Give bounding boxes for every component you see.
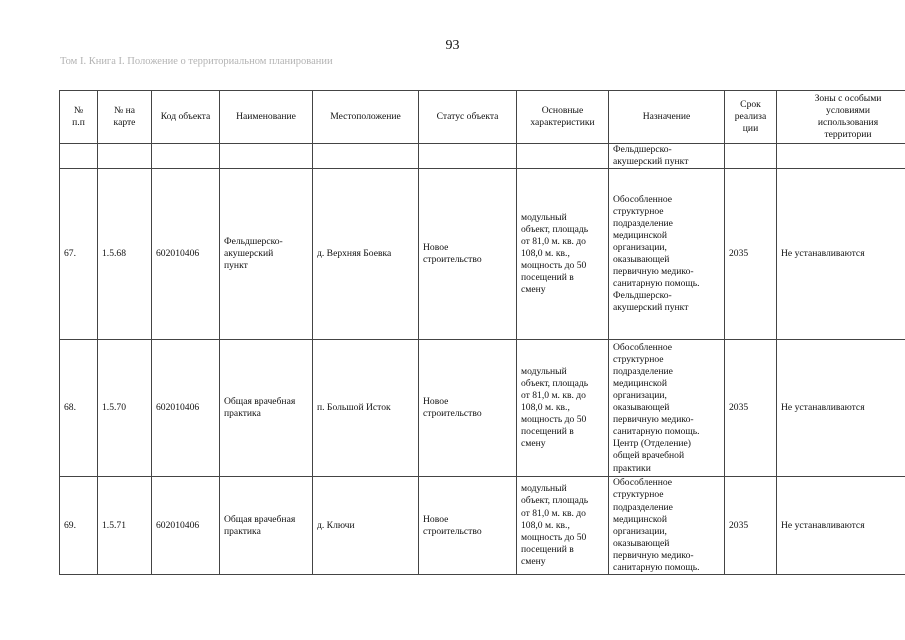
cell-name: Общая врачебная практика <box>220 340 313 477</box>
cell-term: 2035 <box>725 477 777 575</box>
cell-term: 2035 <box>725 340 777 477</box>
cell-code: 602010406 <box>152 340 220 477</box>
header-purpose: Назначение <box>609 91 725 144</box>
objects-table <box>59 90 905 575</box>
cell-map-num: 1.5.71 <box>98 477 152 575</box>
cell-location: п. Большой Исток <box>313 340 419 477</box>
cell-status: Новое строительство <box>419 477 517 575</box>
header-num: № п.п <box>60 91 98 144</box>
cell-num: 69. <box>60 477 98 575</box>
table-row <box>60 169 905 340</box>
cell-characteristics: модульный объект, площадь от 81,0 м. кв. до 108,0 м. кв., мощность до 50 посещений в смену <box>517 477 609 575</box>
cell-purpose: Обособленное структурное подразделение медицинской организации, оказывающей первичную медико- санитарную помощь. <box>609 477 725 575</box>
cell-characteristics: модульный объект, площадь от 81,0 м. кв. до 108,0 м. кв., мощность до 50 посещений в смену <box>517 340 609 477</box>
cell-status: Новое строительство <box>419 340 517 477</box>
cell-num: 67. <box>60 169 98 340</box>
header-code: Код объекта <box>152 91 220 144</box>
page-number: 93 <box>445 38 460 53</box>
cell-num: 68. <box>60 340 98 477</box>
cell-term: 2035 <box>725 169 777 340</box>
running-header: Том I. Книга I. Положение о территориальном планировании <box>60 56 333 67</box>
cell-purpose: Обособленное структурное подразделение медицинской организации, оказывающей первичную медико- санитарную помощь. Фельдшерско- акушерский пункт <box>609 169 725 340</box>
cell-code: 602010406 <box>152 169 220 340</box>
cell-location: д. Ключи <box>313 477 419 575</box>
header-term: Срок реализа ции <box>725 91 777 144</box>
cell-zones: Не устанавливаются <box>777 340 905 477</box>
cell-status: Новое строительство <box>419 169 517 340</box>
cell-purpose: Обособленное структурное подразделение медицинской организации, оказывающей первичную медико- санитарную помощь. Центр (Отделение) общей врачебной практики <box>609 340 725 477</box>
table-row <box>60 477 905 575</box>
cell-location: д. Верхняя Боевка <box>313 169 419 340</box>
header-location: Местоположение <box>313 91 419 144</box>
header-status: Статус объекта <box>419 91 517 144</box>
cell-zones: Не устанавливаются <box>777 169 905 340</box>
cell-characteristics: модульный объект, площадь от 81,0 м. кв. до 108,0 м. кв., мощность до 50 посещений в смену <box>517 169 609 340</box>
cell-map-num: 1.5.68 <box>98 169 152 340</box>
cell-name: Фельдшерско- акушерский пункт <box>220 169 313 340</box>
table-row-continuation <box>60 144 905 169</box>
cell-map-num: 1.5.70 <box>98 340 152 477</box>
cell-name: Общая врачебная практика <box>220 477 313 575</box>
table-header-row <box>60 91 905 144</box>
cell-code: 602010406 <box>152 477 220 575</box>
cell-purpose: Фельдшерско- акушерский пункт <box>609 144 725 169</box>
cell-zones: Не устанавливаются <box>777 477 905 575</box>
header-zones: Зоны с особыми условиями использования территории <box>777 91 905 144</box>
table-row <box>60 340 905 477</box>
header-map-num: № на карте <box>98 91 152 144</box>
header-characteristics: Основные характеристики <box>517 91 609 144</box>
header-name: Наименование <box>220 91 313 144</box>
